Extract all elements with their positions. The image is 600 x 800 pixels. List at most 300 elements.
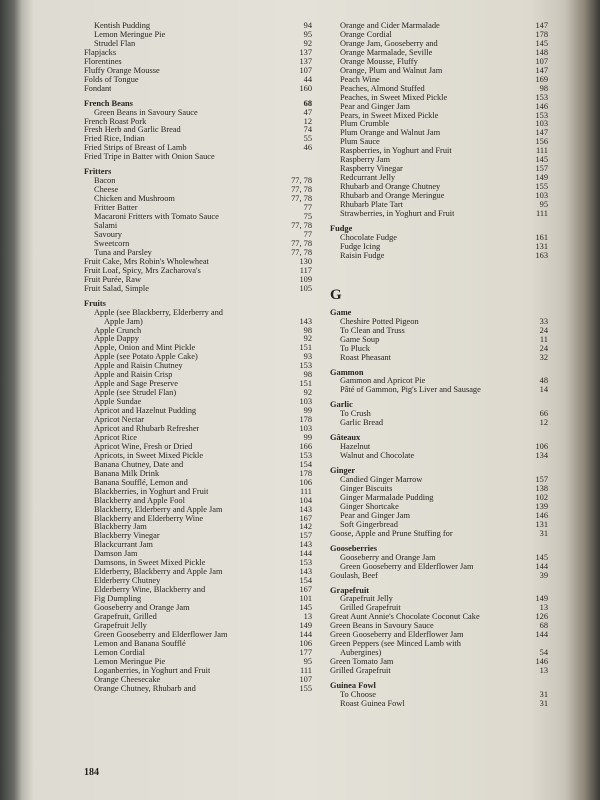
entry-text: Grapefruit Jelly [94, 621, 147, 630]
heading-text: Gâteaux [330, 434, 361, 443]
page-reference: 31 [539, 528, 548, 538]
entry-text: Orange Cordial [340, 30, 392, 39]
page-reference: 147 [535, 65, 548, 75]
index-entry [84, 407, 312, 416]
page-reference: 137 [299, 56, 312, 66]
index-entry [84, 640, 312, 649]
entry-text: Roast Pheasant [340, 353, 391, 362]
index-entry [330, 640, 548, 649]
heading-text: Garlic [330, 401, 353, 410]
entry-text: Fresh Herb and Garlic Bread [84, 126, 181, 135]
page-reference: 138 [535, 483, 548, 493]
index-entry [84, 470, 312, 479]
entry-text: Orange Marmalade, Seville [340, 48, 433, 57]
index-entry [330, 234, 548, 243]
index-entry [84, 425, 312, 434]
index-entry [84, 76, 312, 85]
page-reference: 77, 78 [291, 176, 312, 186]
page-reference: 48 [539, 376, 548, 386]
page-reference: 111 [536, 209, 548, 219]
entry-text: Lemon Cordial [94, 648, 145, 657]
page-reference: 178 [535, 29, 548, 39]
index-entry [84, 398, 312, 407]
index-entry [84, 461, 312, 470]
page-reference: 153 [535, 92, 548, 102]
entry-text: Blackberries, in Yoghurt and Fruit [94, 487, 209, 496]
entry-text: Loganberries, in Yoghurt and Fruit [94, 666, 211, 675]
page-reference: 161 [535, 232, 548, 242]
page-reference: 109 [299, 274, 312, 284]
index-entry [84, 550, 312, 559]
entry-text: Apple, Onion and Mint Pickle [94, 344, 196, 353]
entry-text: Peaches, in Sweet Mixed Pickle [340, 93, 448, 102]
index-entry [84, 213, 312, 222]
entry-text: Green Gooseberry and Elderflower Jam [330, 631, 464, 640]
index-entry [84, 318, 312, 327]
page-reference: 148 [535, 47, 548, 57]
page-reference: 93 [303, 352, 312, 362]
entry-text: Apple (see Blackberry, Elderberry and [94, 308, 223, 317]
entry-text: Apricot Wine, Fresh or Dried [94, 442, 193, 451]
index-entry [330, 377, 548, 386]
index-entry [330, 595, 548, 604]
index-entry [84, 541, 312, 550]
index-heading [330, 225, 548, 234]
page-reference: 55 [303, 134, 312, 144]
index-entry [330, 667, 548, 676]
index-entry [84, 434, 312, 443]
index-heading [84, 300, 312, 309]
index-entry [330, 318, 548, 327]
index-entry [330, 494, 548, 503]
page-reference: 66 [539, 409, 548, 419]
entry-text: Apricot Nectar [94, 416, 144, 425]
index-entry [84, 416, 312, 425]
index-entry [84, 344, 312, 353]
index-entry [84, 231, 312, 240]
entry-text: Folds of Tongue [84, 75, 139, 84]
index-entry [330, 452, 548, 461]
index-entry [330, 443, 548, 452]
page-reference: 145 [535, 38, 548, 48]
entry-text: Pears, in Sweet Mixed Pickle [340, 111, 439, 120]
index-entry [330, 112, 548, 121]
index-entry [330, 243, 548, 252]
index-entry [84, 353, 312, 362]
page-reference: 12 [539, 418, 548, 428]
entry-text: Peaches, Almond Stuffed [340, 84, 425, 93]
page-reference: 145 [535, 155, 548, 165]
index-heading [330, 401, 548, 410]
page-reference: 33 [539, 316, 548, 326]
index-entry [330, 572, 548, 581]
index-entry [330, 476, 548, 485]
index-entry [330, 521, 548, 530]
index-entry [330, 345, 548, 354]
entry-text: Roast Guinea Fowl [340, 699, 405, 708]
page-reference: 167 [299, 585, 312, 595]
heading-text: Ginger [330, 467, 356, 476]
entry-text: Chocolate Fudge [340, 233, 397, 242]
index-entry [84, 506, 312, 515]
heading-text: Gooseberries [330, 544, 377, 553]
index-entry [330, 252, 548, 261]
entry-text: Apricot and Hazelnut Pudding [94, 407, 197, 416]
index-entry [84, 58, 312, 67]
entry-text: Apple and Sage Preserve [94, 380, 178, 389]
entry-text: Kentish Pudding [94, 22, 151, 30]
page-reference: 149 [299, 620, 312, 630]
page-reference: 103 [299, 397, 312, 407]
page-reference: 103 [299, 423, 312, 433]
entry-text: Rhubarb Plate Tart [340, 201, 403, 210]
page-reference: 153 [299, 450, 312, 460]
entry-text: Gammon and Apricot Pie [340, 377, 426, 386]
entry-text: Pâté of Gammon, Pig's Liver and Sausage [340, 386, 481, 395]
page-reference: 111 [536, 146, 548, 156]
entry-text: Fruit Loaf, Spicy, Mrs Zacharova's [84, 266, 201, 275]
page-reference: 143 [299, 540, 312, 550]
index-entry [330, 410, 548, 419]
page-reference: 77, 78 [291, 238, 312, 248]
index-column-left [84, 22, 312, 694]
index-entry [330, 554, 548, 563]
heading-text: Fruits [84, 299, 106, 308]
entry-text: Banana Soufflé, Lemon and [94, 478, 188, 487]
entry-text: Blackberry and Apple Fool [94, 496, 185, 505]
page-reference: 131 [535, 519, 548, 529]
entry-text: French Roast Pork [84, 117, 147, 126]
entry-text: Raspberry Jam [340, 156, 391, 165]
page-reference: 14 [539, 385, 548, 395]
index-entry [84, 595, 312, 604]
page-reference: 157 [299, 531, 312, 541]
entry-text: Fruit Purée, Raw [84, 275, 141, 284]
entry-text: Pear and Ginger Jam [340, 102, 411, 111]
entry-text: Walnut and Chocolate [340, 452, 415, 461]
entry-text: Grilled Grapefruit [330, 667, 391, 676]
index-entry [330, 210, 548, 219]
page-reference: 153 [299, 361, 312, 371]
page-reference: 47 [303, 107, 312, 117]
index-entry [84, 362, 312, 371]
entry-text: Garlic Bread [340, 419, 384, 428]
page-reference: 12 [303, 116, 312, 126]
index-entry [84, 649, 312, 658]
entry-text: Great Aunt Annie's Chocolate Coconut Cake [330, 613, 480, 622]
page-reference: 153 [535, 110, 548, 120]
page-reference: 106 [299, 477, 312, 487]
page-reference: 31 [539, 690, 548, 699]
entry-text: Florentines [84, 57, 122, 66]
page-reference: 44 [303, 74, 312, 84]
page-reference: 77 [303, 229, 312, 239]
page-reference: 153 [299, 558, 312, 568]
index-entry [330, 336, 548, 345]
page-reference: 77, 78 [291, 221, 312, 231]
index-entry [330, 22, 548, 31]
entry-text: Green Peppers (see Minced Lamb with [330, 640, 461, 649]
index-heading [330, 682, 548, 691]
entry-text: Apple (see Strudel Flan) [94, 389, 177, 398]
index-entry [330, 658, 548, 667]
page-reference: 130 [299, 256, 312, 266]
entry-text: Fried Rice, Indian [84, 135, 145, 144]
index-entry [84, 177, 312, 186]
entry-text: Plum Sauce [340, 138, 380, 147]
index-entry [84, 309, 312, 318]
entry-text: Flapjacks [84, 48, 117, 57]
page-reference: 144 [535, 630, 548, 640]
index-entry [330, 40, 548, 49]
page-reference: 145 [299, 603, 312, 613]
index-entry [84, 523, 312, 532]
entry-text: Soft Gingerbread [340, 520, 398, 529]
index-entry [84, 126, 312, 135]
heading-text: Grapefruit [330, 586, 370, 595]
page-reference: 68 [539, 621, 548, 631]
page-reference: 146 [535, 510, 548, 520]
heading-text: Fritters [84, 168, 112, 177]
index-entry [330, 691, 548, 700]
entry-text: Cheshire Potted Pigeon [340, 317, 419, 326]
heading-text: Gammon [330, 368, 364, 377]
entry-text: Elderberry, Blackberry and Apple Jam [94, 568, 223, 577]
index-entry [84, 267, 312, 276]
page-reference: 39 [539, 570, 548, 580]
index-entry [84, 568, 312, 577]
entry-text: Lemon and Banana Soufflé [94, 639, 186, 648]
index-entry [84, 135, 312, 144]
index-entry [84, 577, 312, 586]
index-entry [84, 153, 312, 162]
index-entry [330, 129, 548, 138]
entry-text: Plum Crumble [340, 120, 390, 129]
entry-text: Grilled Grapefruit [340, 604, 401, 613]
index-entry [330, 327, 548, 336]
index-entry [330, 503, 548, 512]
index-heading [330, 545, 548, 554]
entry-text: Green Gooseberry and Elderflower Jam [94, 630, 228, 639]
index-entry [84, 31, 312, 40]
page-reference: 103 [535, 119, 548, 129]
entry-text: Gooseberry and Orange Jam [94, 604, 190, 613]
entry-text: Orange Cheesecake [94, 675, 161, 684]
heading-text: French Beans [84, 99, 133, 108]
page-reference: 131 [535, 241, 548, 251]
page-reference: 77, 78 [291, 185, 312, 195]
page-reference: 77 [303, 203, 312, 213]
entry-text: Fried Tripe in Batter with Onion Sauce [84, 153, 215, 162]
entry-text: Apple Crunch [94, 326, 142, 335]
index-entry [330, 485, 548, 494]
page-reference: 13 [539, 603, 548, 613]
index-entry [84, 515, 312, 524]
entry-text: Apple and Raisin Crisp [94, 371, 173, 380]
entry-text: Plum Orange and Walnut Jam [340, 129, 441, 138]
page-reference: 178 [299, 468, 312, 478]
index-entry [330, 138, 548, 147]
entry-text: Orange Mousse, Fluffy [340, 57, 418, 66]
index-entry [84, 586, 312, 595]
index-entry [330, 419, 548, 428]
index-entry [84, 443, 312, 452]
page-reference: 146 [535, 101, 548, 111]
page-reference: 104 [299, 495, 312, 505]
page-reference: 137 [299, 47, 312, 57]
index-entry [84, 285, 312, 294]
page-reference: 144 [535, 561, 548, 571]
index-heading [330, 434, 548, 443]
index-entry [330, 85, 548, 94]
index-entry [330, 94, 548, 103]
page-reference: 24 [539, 325, 548, 335]
index-entry [84, 532, 312, 541]
index-entry [330, 649, 548, 658]
page-reference: 144 [299, 549, 312, 559]
page-reference: 103 [535, 191, 548, 201]
page-reference: 178 [299, 415, 312, 425]
entry-text: Gooseberry and Orange Jam [340, 553, 436, 562]
entry-text: Fritter Batter [94, 204, 138, 213]
entry-text: Cheese [94, 186, 119, 195]
page-reference: 24 [539, 343, 548, 353]
page-reference: 107 [299, 65, 312, 75]
index-entry [330, 147, 548, 156]
entry-text: Fondant [84, 84, 112, 93]
page-reference: 139 [535, 501, 548, 511]
index-entry [84, 258, 312, 267]
page-reference: 146 [535, 657, 548, 667]
page-reference: 157 [535, 475, 548, 485]
index-entry [84, 613, 312, 622]
page-reference: 13 [303, 612, 312, 621]
entry-text: Apple Dappy [94, 335, 139, 344]
index-page [22, 0, 582, 800]
page-reference: 77, 78 [291, 247, 312, 257]
entry-text: Damsons, in Sweet Mixed Pickle [94, 559, 206, 568]
page-reference: 95 [303, 29, 312, 39]
page-reference: 154 [299, 459, 312, 469]
page-reference: 147 [535, 128, 548, 138]
page-reference: 77, 78 [291, 194, 312, 204]
entry-text: Blackcurrant Jam [94, 541, 153, 550]
index-entry [84, 118, 312, 127]
entry-text: Blackberry, Elderberry and Apple Jam [94, 505, 223, 514]
entry-text: To Clean and Truss [340, 326, 405, 335]
entry-text: Orange and Cider Marmalade [340, 22, 440, 30]
page-reference: 92 [303, 334, 312, 344]
entry-text: Blackberry Jam [94, 523, 147, 532]
entry-text: Candied Ginger Marrow [340, 476, 423, 485]
entry-text: Ginger Shortcake [340, 502, 399, 511]
entry-text: Orange, Plum and Walnut Jam [340, 66, 443, 75]
entry-text: To Crush [340, 410, 371, 419]
index-entry [84, 222, 312, 231]
entry-text: Game Soup [340, 335, 380, 344]
heading-text: Fudge [330, 224, 353, 233]
entry-text: Apricots, in Sweet Mixed Pickle [94, 451, 204, 460]
entry-text: Apple Jam) [104, 317, 143, 326]
index-entry [330, 192, 548, 201]
page-reference: 74 [303, 125, 312, 135]
page-reference: 156 [535, 137, 548, 147]
page-reference: 143 [299, 316, 312, 326]
entry-text: Apple (see Potato Apple Cake) [94, 353, 198, 362]
page-reference: 106 [535, 442, 548, 452]
page-reference: 160 [299, 83, 312, 93]
index-entry [330, 67, 548, 76]
entry-text: Damson Jam [94, 550, 138, 559]
entry-text: Macaroni Fritters with Tomato Sauce [94, 213, 219, 222]
entry-text: Grapefruit Jelly [340, 595, 393, 604]
index-entry [84, 631, 312, 640]
entry-text: Savoury [94, 230, 122, 239]
index-entry [84, 559, 312, 568]
page-reference: 111 [300, 665, 312, 675]
index-entry [330, 386, 548, 395]
page-reference: 149 [535, 173, 548, 183]
index-entry [84, 389, 312, 398]
entry-text: Aubergines) [340, 649, 382, 658]
entry-text: Fluffy Orange Mousse [84, 66, 160, 75]
entry-text: Rhubarb and Orange Meringue [340, 192, 445, 201]
index-entry [330, 613, 548, 622]
entry-text: Ginger Biscuits [340, 484, 393, 493]
index-entry [330, 512, 548, 521]
index-entry [84, 22, 312, 31]
index-entry [84, 479, 312, 488]
entry-text: Orange Chutney, Rhubarb and [94, 684, 196, 693]
index-entry [84, 67, 312, 76]
heading-text: Game [330, 308, 352, 317]
heading-text: Guinea Fowl [330, 682, 376, 691]
index-entry [330, 120, 548, 129]
index-entry [330, 201, 548, 210]
page-reference: 155 [535, 182, 548, 192]
page-reference: 99 [303, 406, 312, 416]
index-entry [84, 249, 312, 258]
entry-text: Raspberry Vinegar [340, 165, 403, 174]
page-reference: 94 [303, 21, 312, 30]
index-entry [330, 183, 548, 192]
entry-text: Pear and Ginger Jam [340, 511, 411, 520]
page-reference: 99 [303, 432, 312, 442]
index-entry [330, 31, 548, 40]
page-reference: 142 [299, 522, 312, 532]
entry-text: Rhubarb and Orange Chutney [340, 183, 441, 192]
entry-text: Fig Dumpling [94, 595, 142, 604]
index-entry [84, 488, 312, 497]
index-entry [84, 622, 312, 631]
page-reference: 107 [299, 674, 312, 684]
page-reference: 101 [299, 594, 312, 604]
entry-text: Sweetcorn [94, 239, 130, 248]
entry-text: Goose, Apple and Prune Stuffing for [330, 529, 453, 538]
entry-text: Redcurrant Jelly [340, 174, 396, 183]
index-entry [84, 497, 312, 506]
page-reference: 111 [300, 486, 312, 496]
index-entry [84, 109, 312, 118]
entry-text: Lemon Meringue Pie [94, 657, 166, 666]
index-heading [84, 168, 312, 177]
index-entry [84, 380, 312, 389]
page-reference: 151 [299, 343, 312, 353]
index-entry [84, 335, 312, 344]
entry-text: To Choose [340, 691, 376, 699]
entry-text: Apple Sundae [94, 398, 142, 407]
index-heading [330, 467, 548, 476]
